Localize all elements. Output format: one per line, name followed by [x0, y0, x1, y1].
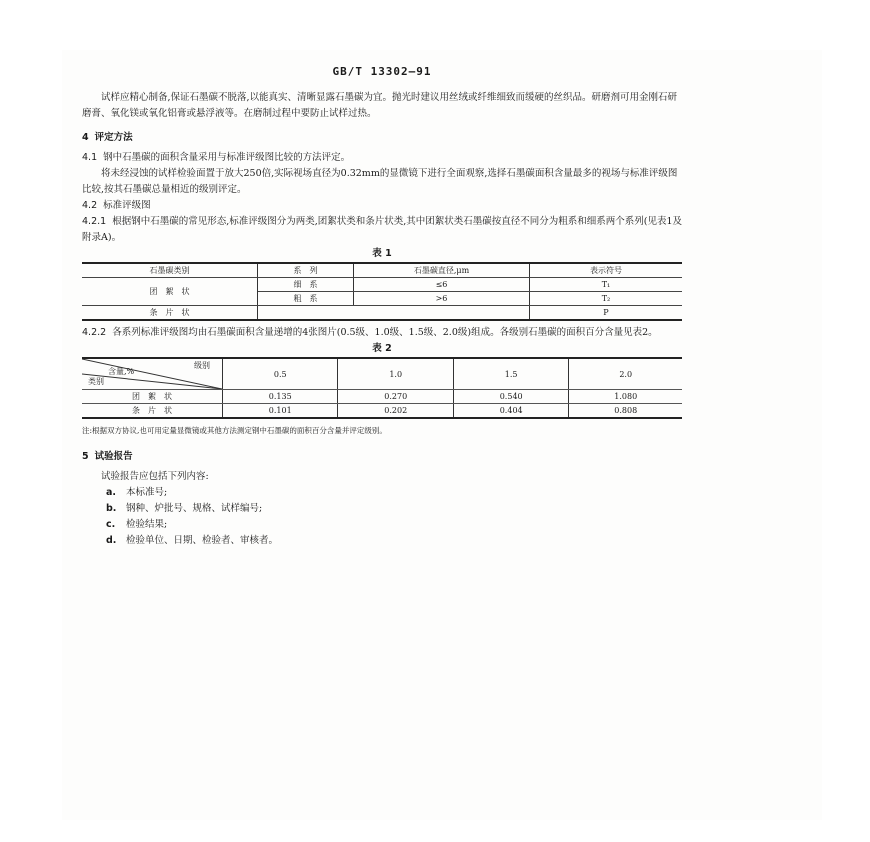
list-item-text: 钢种、炉批号、规格、试样编号; [126, 503, 263, 514]
table-1-series: 细 系 [258, 278, 354, 292]
section-5-number: 5 [82, 451, 89, 462]
table-2-value: 0.540 [453, 390, 568, 404]
clause-4-2-2-number: 4.2.2 [82, 327, 107, 338]
corner-content-label: 含量,% [108, 367, 135, 376]
table-1-category: 条 片 状 [82, 306, 258, 321]
table-2-value: 0.404 [453, 404, 568, 419]
table-2-value: 0.101 [223, 404, 338, 419]
corner-grade-label: 级别 [194, 361, 210, 370]
table-1 [82, 262, 682, 321]
table-2-value: 0.270 [338, 390, 453, 404]
section-5-title: 试验报告 [94, 451, 133, 462]
clause-4-2-1-number: 4.2.1 [82, 216, 107, 227]
table-2-grade: 2.0 [569, 358, 682, 390]
table-1-symbol: P [530, 306, 683, 321]
section-4-title: 评定方法 [94, 132, 133, 143]
table-2-category: 条 片 状 [82, 404, 223, 419]
table-row [82, 404, 682, 419]
table-1-symbol: T₁ [530, 278, 683, 292]
list-item-label: d. [106, 535, 117, 546]
clause-4-1 [82, 150, 682, 166]
table-2-note: 注:根据双方协议,也可用定量显微镜或其他方法测定钢中石墨碳的面积百分含量并评定级别。 [82, 426, 387, 435]
clause-4-2-2-text: 各系列标准评级图均由石墨碳面积含量递增的4张图片(0.5级、1.0级、1.5级、2.0级)组成。各级别石墨碳的面积百分含量见表2。 [112, 327, 658, 338]
table-1-header: 系 列 [258, 263, 354, 278]
report-items-list [82, 485, 682, 549]
list-item-text: 本标准号; [126, 487, 168, 498]
list-item [106, 485, 682, 501]
clause-4-1-number: 4.1 [82, 152, 98, 163]
intro-paragraph: 试样应精心制备,保证石墨碳不脱落,以能真实、清晰显露石墨碳为宜。抛光时建议用丝绒或纤维细致而缓硬的丝织品。研磨剂可用金刚石研磨膏、氧化镁或氧化铝膏或悬浮液等。在磨制过程中要防止试样过热。 [82, 92, 678, 119]
clause-4-1-text: 钢中石墨碳的面积含量采用与标准评级图比较的方法评定。 [103, 152, 351, 163]
table-row [82, 306, 682, 321]
table-2-value: 0.808 [569, 404, 682, 419]
table-1-series: 粗 系 [258, 292, 354, 306]
section-5-heading [82, 449, 682, 465]
table-1-diameter: >6 [354, 292, 530, 306]
table-1-diameter: ≤6 [354, 278, 530, 292]
document-content [82, 50, 682, 549]
document-page [62, 50, 822, 820]
standard-header: GB/T 13302—91 [332, 65, 432, 78]
table-2-value: 1.080 [569, 390, 682, 404]
clause-4-1-paragraph-2: 将未经浸蚀的试样检验面置于放大250倍,实际视场直径为0.32mm的显微镜下进行全面观察,选择石墨碳面积含量最多的视场与标准评级图比较,按其石墨碳总量相近的级别评定。 [82, 168, 678, 195]
table-1-symbol: T₂ [530, 292, 683, 306]
table-1-caption: 表 1 [372, 248, 392, 259]
table-2-grade: 1.0 [338, 358, 453, 390]
section-4-number: 4 [82, 132, 89, 143]
table-1-header-row [82, 263, 682, 278]
table-2 [82, 357, 682, 419]
table-2-caption: 表 2 [372, 343, 392, 354]
list-item-label: a. [106, 487, 117, 498]
table-row [82, 278, 682, 292]
list-item [106, 517, 682, 533]
section-5-intro: 试验报告应包括下列内容: [101, 471, 209, 482]
clause-4-2-number: 4.2 [82, 200, 98, 211]
clause-4-2 [82, 198, 682, 214]
table-2-value: 0.202 [338, 404, 453, 419]
table-row [82, 390, 682, 404]
corner-category-label: 类别 [88, 377, 104, 386]
table-1-empty-cell [258, 306, 530, 321]
list-item-label: b. [106, 503, 117, 514]
table-2-category: 团 絮 状 [82, 390, 223, 404]
table-2-grade: 1.5 [453, 358, 568, 390]
table-2-corner-cell [82, 358, 223, 390]
table-1-header: 表示符号 [530, 263, 683, 278]
list-item-label: c. [106, 519, 116, 530]
table-1-header: 石墨碳直径,μm [354, 263, 530, 278]
table-1-category: 团 絮 状 [82, 278, 258, 306]
table-2-value: 0.135 [223, 390, 338, 404]
clause-4-2-1 [82, 214, 682, 246]
clause-4-2-title: 标准评级图 [103, 200, 151, 211]
list-item [106, 533, 682, 549]
table-2-header-row [82, 358, 682, 390]
clause-4-2-2 [82, 325, 682, 341]
clause-4-2-1-text: 根据钢中石墨碳的常见形态,标准评级图分为两类,团絮状类和条片状类,其中团絮状类石墨碳按直径不同分为粗系和细系两个系列(见表1及附录A)。 [82, 216, 682, 243]
list-item [106, 501, 682, 517]
table-2-grade: 0.5 [223, 358, 338, 390]
list-item-text: 检验单位、日期、检验者、审核者。 [126, 535, 279, 546]
section-4-heading [82, 130, 682, 146]
list-item-text: 检验结果; [126, 519, 168, 530]
table-1-header: 石墨碳类别 [82, 263, 258, 278]
